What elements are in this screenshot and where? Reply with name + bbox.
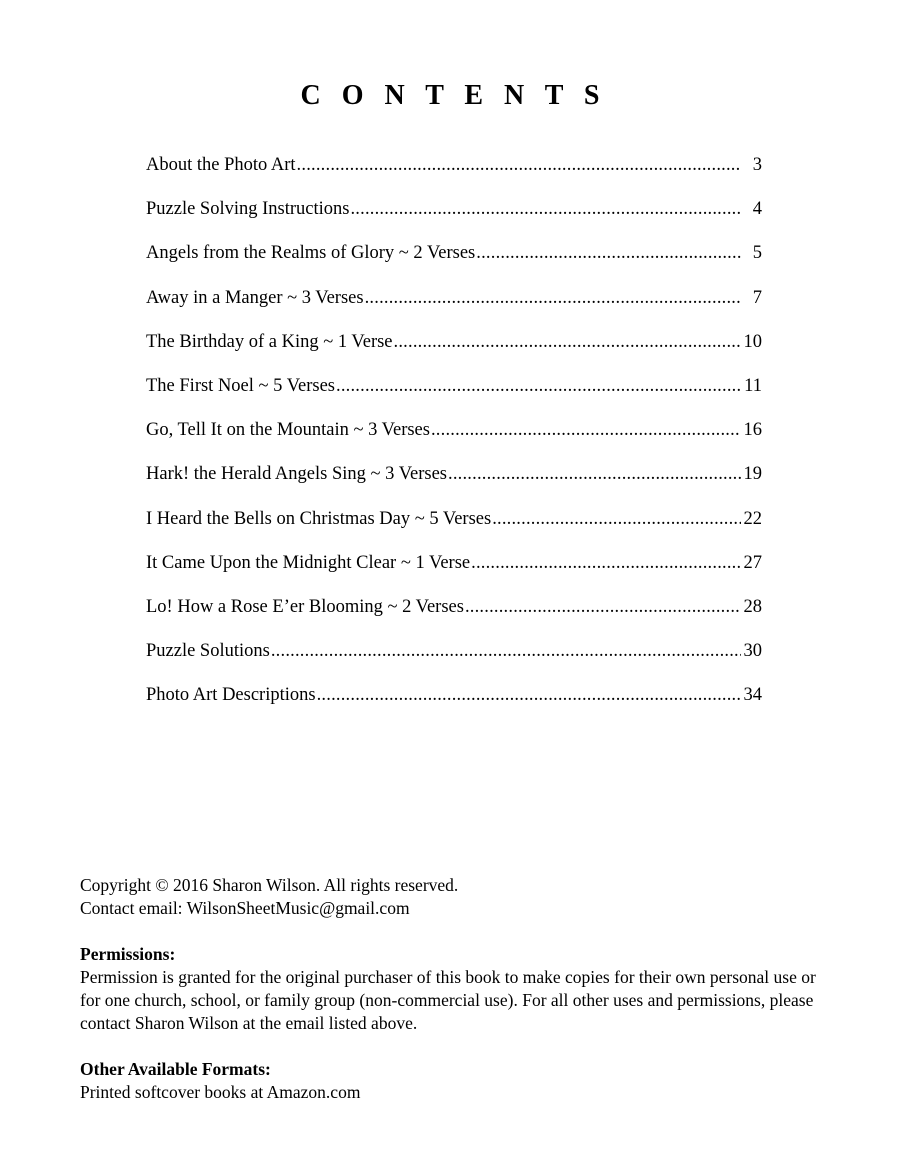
- toc-entry[interactable]: [146, 461, 762, 505]
- toc-entry[interactable]: [146, 550, 762, 594]
- toc-dot-leader: [271, 638, 741, 664]
- toc-entry-page: 7: [752, 287, 762, 308]
- toc-dot-leader: [336, 373, 741, 399]
- toc-entry-page: 5: [752, 243, 762, 264]
- toc-entry-title: Hark! the Herald Angels Sing ~ 3 Verses: [146, 464, 447, 485]
- toc-dot-leader: [365, 285, 741, 311]
- formats-text: Printed softcover books at Amazon.com: [80, 1082, 361, 1102]
- toc-dot-leader: [492, 506, 741, 532]
- toc-entry-title: Lo! How a Rose E’er Blooming ~ 2 Verses: [146, 596, 464, 617]
- toc-dot-leader: [471, 550, 741, 576]
- toc-entry-page: 34: [743, 685, 762, 706]
- toc-entry-page: 19: [743, 464, 762, 485]
- toc-entry-page: 10: [743, 331, 762, 352]
- toc-entry-title: Away in a Manger ~ 3 Verses: [146, 287, 364, 308]
- toc-entry[interactable]: [146, 285, 762, 329]
- toc-entry-page: 3: [752, 155, 762, 175]
- spacer: [80, 920, 840, 943]
- toc-entry[interactable]: [146, 638, 762, 682]
- toc-entry[interactable]: [146, 506, 762, 550]
- toc-dot-leader: [317, 682, 741, 708]
- toc-entry-page: 11: [744, 375, 762, 396]
- toc-dot-leader: [350, 196, 741, 222]
- toc-entry-page: 27: [743, 552, 762, 573]
- toc-entry[interactable]: [146, 594, 762, 638]
- spacer: [80, 1035, 840, 1058]
- toc-entry-title: The Birthday of a King ~ 1 Verse: [146, 331, 393, 352]
- toc-entry[interactable]: [146, 152, 762, 196]
- toc-entry-title: The First Noel ~ 5 Verses: [146, 375, 335, 396]
- toc-entry-page: 22: [743, 508, 762, 529]
- page-title: C O N T E N T S: [300, 80, 607, 111]
- toc-entry-title: I Heard the Bells on Christmas Day ~ 5 Verses: [146, 508, 492, 529]
- toc-entry[interactable]: [146, 329, 762, 373]
- toc-entry-title: Go, Tell It on the Mountain ~ 3 Verses: [146, 420, 430, 441]
- toc-entry-title: About the Photo Art: [146, 155, 296, 175]
- table-of-contents: [146, 152, 762, 726]
- toc-entry-title: Photo Art Descriptions: [146, 685, 316, 706]
- toc-entry[interactable]: [146, 196, 762, 240]
- toc-entry-title: Angels from the Realms of Glory ~ 2 Verses: [146, 243, 476, 264]
- toc-entry-title: It Came Upon the Midnight Clear ~ 1 Verse: [146, 552, 471, 573]
- toc-dot-leader: [476, 240, 741, 266]
- toc-entry-title: Puzzle Solutions: [146, 641, 270, 662]
- toc-entry[interactable]: [146, 373, 762, 417]
- toc-entry-page: 30: [743, 641, 762, 662]
- toc-dot-leader: [431, 417, 741, 443]
- toc-entry[interactable]: [146, 417, 762, 461]
- toc-dot-leader: [465, 594, 741, 620]
- toc-entry-page: 28: [743, 596, 762, 617]
- copyright-text: Copyright © 2016 Sharon Wilson. All rights reserved.: [80, 875, 459, 895]
- toc-entry-page: 16: [743, 420, 762, 441]
- toc-entry[interactable]: [146, 682, 762, 726]
- contact-email-text: Contact email: WilsonSheetMusic@gmail.com: [80, 898, 410, 918]
- footer: [80, 874, 840, 1104]
- toc-dot-leader: [394, 329, 741, 355]
- toc-dot-leader: [297, 152, 741, 178]
- permissions-heading: Permissions:: [80, 944, 176, 964]
- toc-entry-title: Puzzle Solving Instructions: [146, 199, 350, 220]
- toc-entry-page: 4: [752, 199, 762, 220]
- formats-heading: Other Available Formats:: [80, 1059, 271, 1079]
- toc-dot-leader: [448, 461, 741, 487]
- toc-entry[interactable]: [146, 240, 762, 284]
- permissions-text: Permission is granted for the original purchaser of this book to make copies for their own personal use or for one church, school, or family group (non-commercial use). For all other uses and permissions, please contact Sharon Wilson at the email listed above.: [80, 967, 816, 1033]
